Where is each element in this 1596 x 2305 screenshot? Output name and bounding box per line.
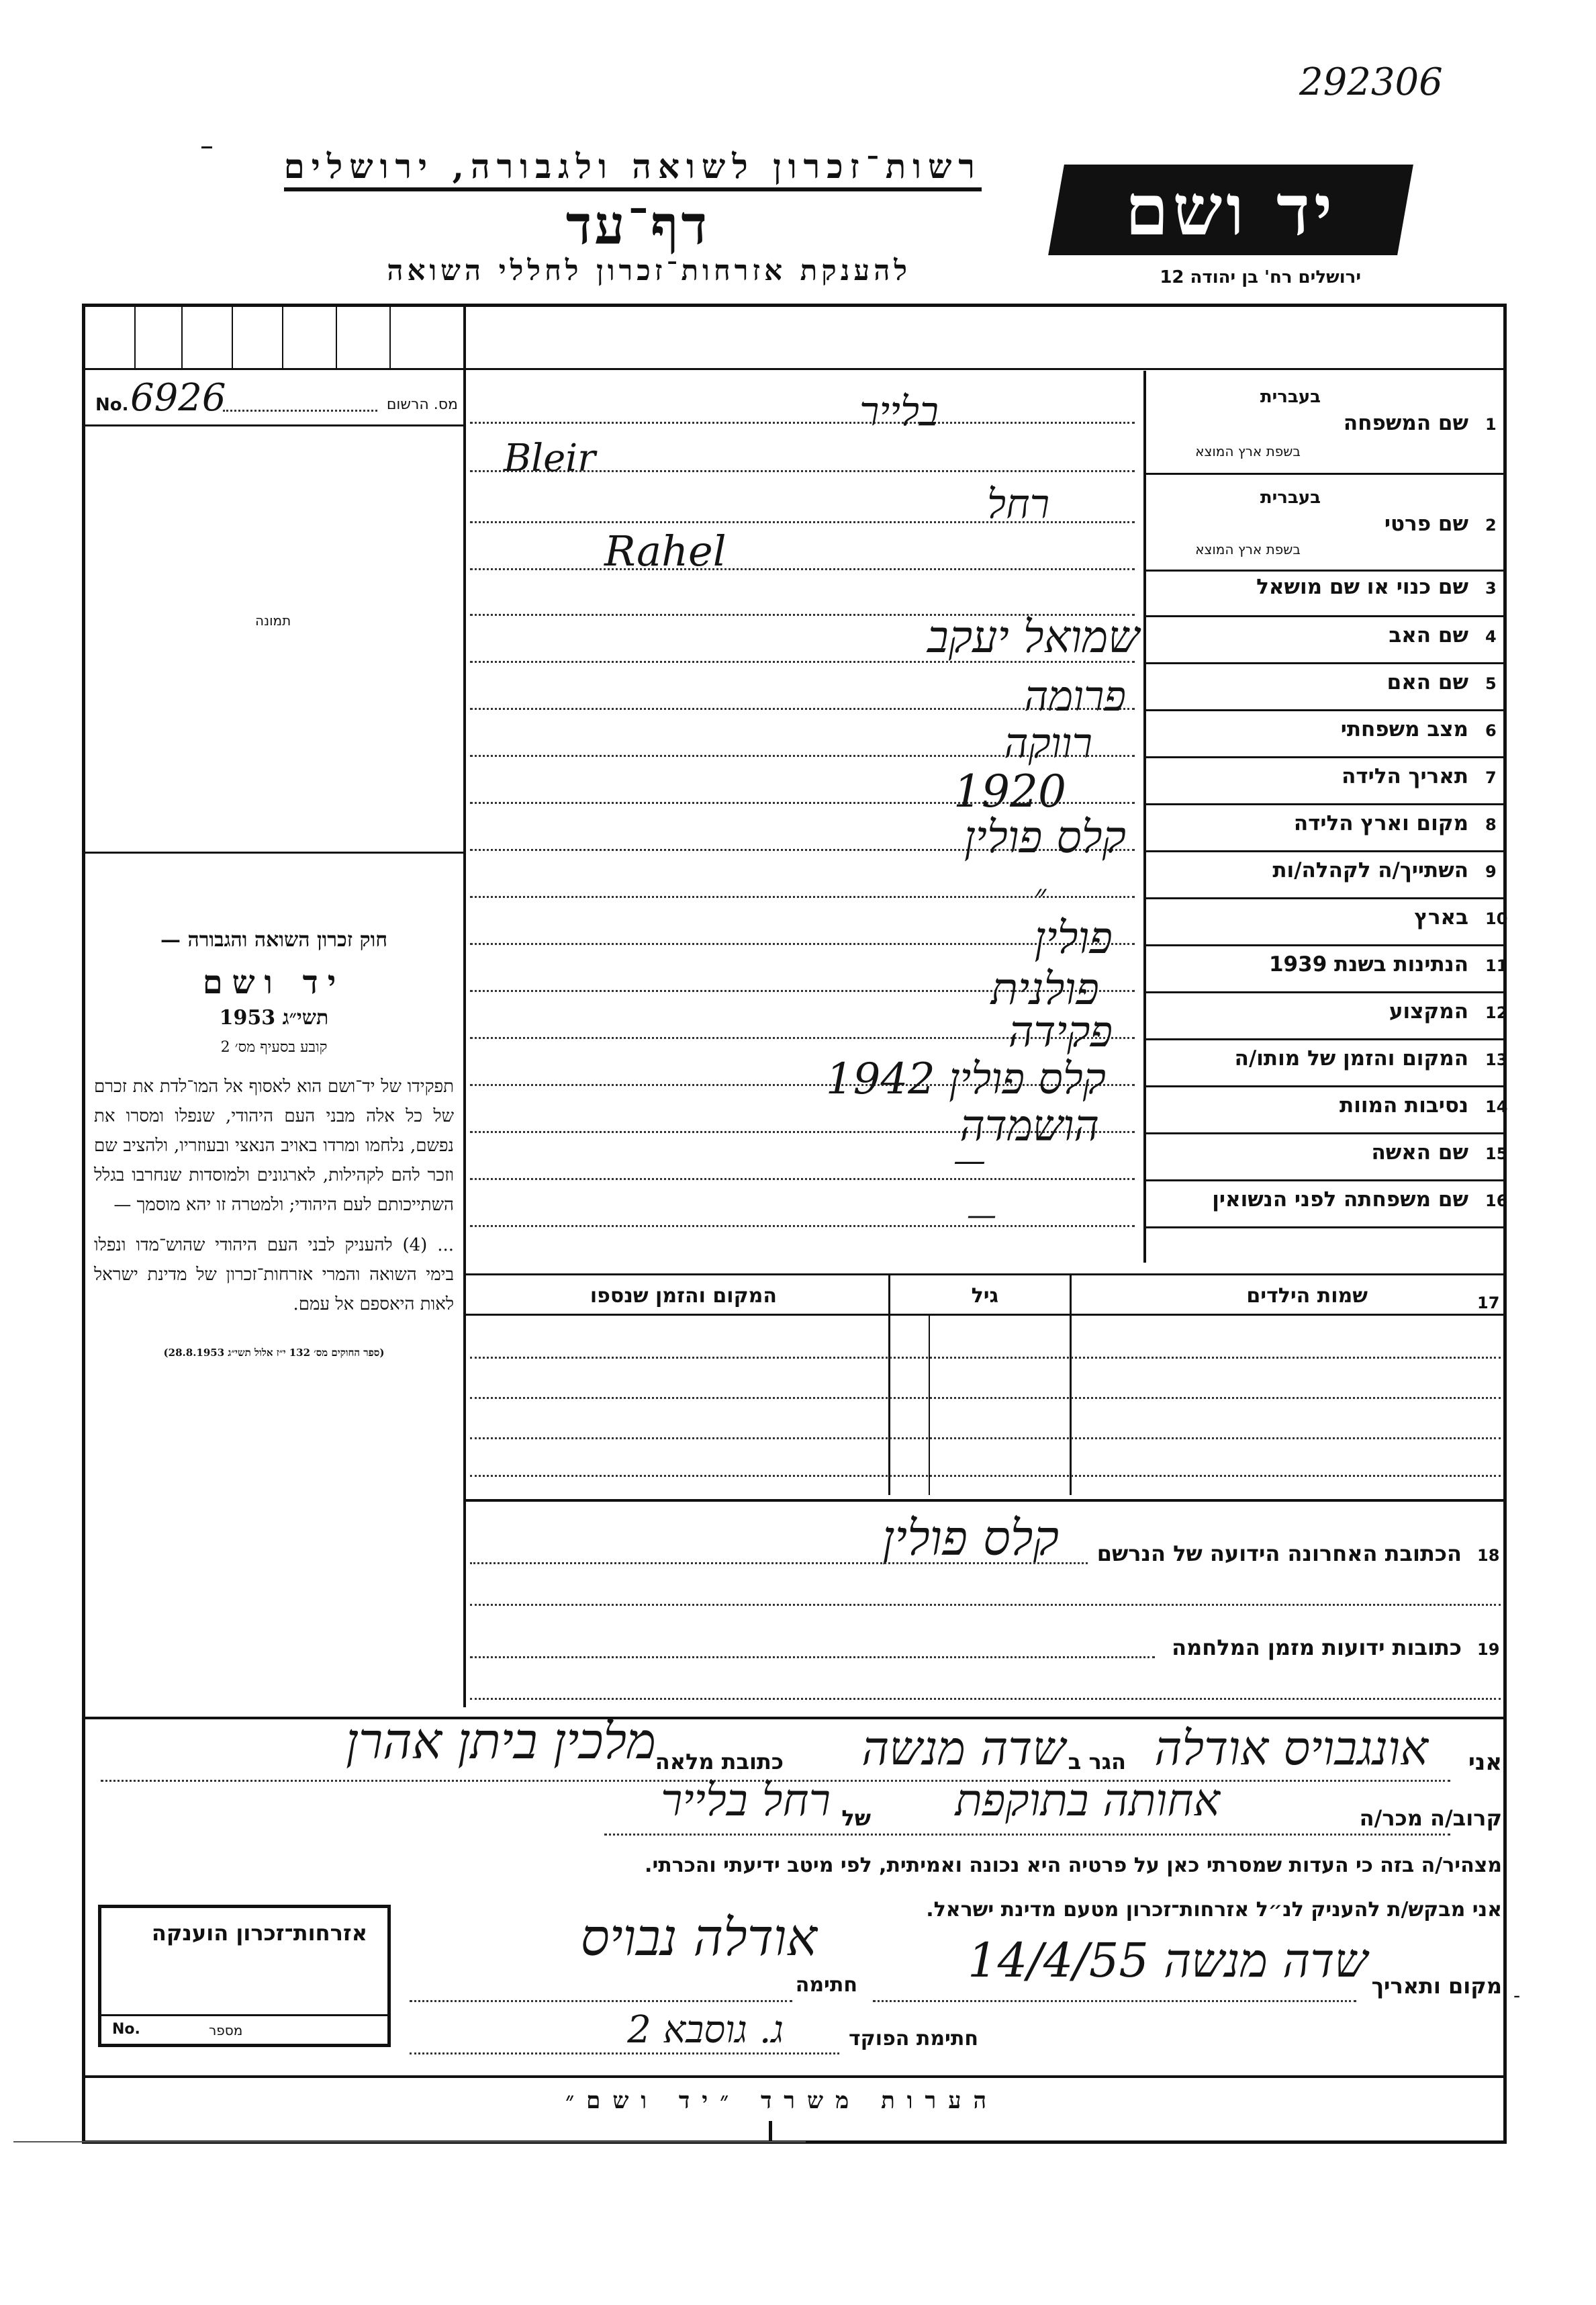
field-9-label: השתייך/ה לקהלה/ות — [1272, 858, 1468, 883]
band-box-5 — [336, 304, 337, 368]
field-6-label: מצב משפחתי — [1340, 717, 1468, 741]
title-tick — [201, 146, 212, 154]
field-2-sub-foreign: בשפת ארץ המוצא — [1195, 541, 1301, 557]
declaration-address-value: מלכין ביתן אהרן — [346, 1713, 656, 1770]
field-2-value-hebrew: רחל — [987, 481, 1050, 528]
field-12-value: פקידה — [1008, 1007, 1113, 1057]
children-col-divider-2 — [1070, 1273, 1072, 1495]
declaration-officer-label: חתימת הפוקד — [849, 2027, 978, 2050]
declaration-ani: אני — [1468, 1749, 1502, 1776]
field-9-value: ״ — [1034, 877, 1047, 915]
declaration-signature-value: אודלה נבויס — [580, 1907, 817, 1967]
field-1-value-hebrew: בלייר — [859, 388, 939, 435]
citizenship-box-title: אזרחות־זכרון הוענקה — [151, 1920, 367, 1946]
children-header-names: שמות הילדים — [1246, 1284, 1368, 1308]
field-18-number: 18 — [1477, 1546, 1500, 1565]
children-bottom-line — [466, 1499, 1507, 1502]
children-dots-1 — [470, 1357, 1501, 1359]
field-18-dots-2 — [470, 1604, 1501, 1606]
band-box-6 — [389, 304, 391, 368]
officer-dots — [410, 2052, 839, 2054]
field-15-label: שם האשה — [1371, 1140, 1468, 1165]
row-sep-5 — [1143, 709, 1507, 711]
field-11-label: הנתינות בשנת 1939 — [1268, 952, 1468, 977]
law-section: קובע בסעיף מס׳ 2 — [220, 1039, 328, 1056]
registry-no-label: No. — [95, 395, 129, 415]
field-7-value: 1920 — [953, 766, 1066, 817]
law-title: חוק זכרון השואה והגבורה — — [160, 928, 387, 952]
field-1-sub-foreign: בשפת ארץ המוצא — [1195, 443, 1301, 459]
declaration-of-label: של — [841, 1805, 871, 1831]
place-date-dots — [873, 2000, 1356, 2002]
row-sep-15 — [1143, 1179, 1507, 1181]
row-sep-7 — [1143, 803, 1507, 805]
field-10-value: פולין — [1034, 912, 1113, 964]
registry-line — [82, 424, 465, 426]
registry-row — [95, 376, 458, 422]
field-8-label: מקום וארץ הלידה — [1293, 811, 1468, 835]
field-11-number: 11 — [1485, 956, 1508, 975]
band-box-2 — [181, 304, 183, 368]
children-header-place: המקום והזמן שנספו — [590, 1284, 777, 1308]
declaration-lives-label: הגר ב — [1068, 1749, 1126, 1774]
field-9-number: 9 — [1485, 862, 1497, 881]
form-name: דף־עד — [565, 193, 710, 257]
law-text: תפקידו של יד־ושם הוא לאסוף אל המו־לדת את זכרם של כל אלה מבני העם היהודי, שנפלו ומסרו את נפשם, נלחמו ומרדו באויב הנאצי ובעוזריו, ולהציב שם וזכר להם לקהילות, לארגונים ולמוסדות שנחרבו בגלל השתייכותם לעם היהודי; ולמטרה זו יהא מוסמך — — [94, 1077, 454, 1215]
band-box-1 — [134, 304, 136, 368]
row-sep-12 — [1143, 1038, 1507, 1040]
law-block — [94, 925, 454, 1361]
registry-number: 6926 — [130, 376, 226, 420]
left-column-divider — [463, 304, 466, 1707]
field-1-sub-hebrew: בעברית — [1260, 387, 1321, 407]
field-13-value: קלס פולין 1942 — [825, 1054, 1106, 1104]
law-footnote: (ספר החוקים מס׳ 132 י״ז אלול תשי״ג 28.8.1953) — [163, 1347, 385, 1359]
field-19-dots-1 — [470, 1656, 1155, 1658]
field-6-value: רווקה — [1004, 719, 1092, 768]
logo-text: יד ושם — [1125, 169, 1337, 251]
field-17-number: 17 — [1477, 1294, 1500, 1312]
declaration-statement-2: אני מבקש/ת להעניק לנ״ל אזרחות־זכרון מטעם מדינת ישראל. — [926, 1898, 1502, 1922]
declaration-lives-value: שדה מנשה — [861, 1721, 1066, 1776]
field-16-number: 16 — [1485, 1191, 1508, 1210]
field-8-number: 8 — [1485, 815, 1497, 834]
children-dots-2 — [470, 1397, 1501, 1399]
declaration-place-date-label: מקום ותאריך — [1371, 1973, 1502, 1999]
field-2-sub-hebrew: בעברית — [1260, 488, 1321, 508]
field-2-number: 2 — [1485, 516, 1497, 535]
band-box-4 — [282, 304, 283, 368]
field-2-value-foreign: Rahel — [604, 527, 726, 576]
declaration-place-date-value: שדה מנשה 14/4/55 — [968, 1933, 1368, 1988]
bottom-tick — [769, 2121, 772, 2144]
field-1-number: 1 — [1485, 415, 1497, 434]
field-12-label: המקצוע — [1389, 999, 1468, 1024]
field-5-value: פרומה — [1024, 672, 1126, 721]
row-sep-16 — [1143, 1226, 1507, 1228]
row-sep-4 — [1143, 662, 1507, 664]
field-19-label: כתובות ידועות מזמן המלחמה — [1172, 1635, 1462, 1660]
dots-2b — [470, 568, 1135, 570]
field-1-label: שם המשפחה — [1343, 411, 1468, 435]
field-6-number: 6 — [1485, 721, 1497, 740]
dots-15 — [470, 1178, 1135, 1180]
declaration-top-line — [82, 1717, 1507, 1719]
yad-vashem-logo — [1048, 165, 1413, 255]
margin-dash: - — [1513, 1984, 1521, 2007]
label-column-divider — [1143, 371, 1146, 1263]
registry-dots — [223, 410, 377, 412]
form-purpose: להענקת אזרחות־זכרון לחללי השואה — [387, 254, 911, 287]
declaration-relative-value: אחותה בתוקפת — [955, 1774, 1220, 1826]
citizenship-box-no: No. — [112, 2021, 140, 2038]
field-16-label: שם משפחתה לפני הנשואין — [1212, 1187, 1468, 1212]
declaration-officer-value: ג. גוסבא 2 — [627, 2008, 784, 2052]
authority-address: ירושלים רח' בן יהודה 12 — [1160, 267, 1361, 287]
field-10-number: 10 — [1485, 909, 1508, 928]
band-box-3 — [232, 304, 233, 368]
field-8-value: קלס פולין — [964, 811, 1126, 863]
children-header-line — [466, 1314, 1507, 1316]
row-sep-3 — [1143, 615, 1507, 617]
photo-label: תמונה — [255, 613, 291, 629]
field-4-label: שם האב — [1389, 623, 1468, 647]
children-col-divider-1 — [888, 1273, 890, 1495]
field-4-number: 4 — [1485, 627, 1497, 646]
field-2-label: שם פרטי — [1384, 512, 1468, 536]
row-sep-11 — [1143, 991, 1507, 993]
scan-edge-line — [13, 2141, 806, 2142]
row-sep-10 — [1143, 944, 1507, 946]
office-notes-line — [82, 2075, 1507, 2078]
band-line — [82, 368, 1507, 370]
declaration-of-value: רחל בלייר — [660, 1774, 831, 1826]
row-sep-2 — [1143, 570, 1507, 572]
children-header-age: גיל — [971, 1284, 998, 1308]
photo-bottom-line — [82, 852, 465, 854]
signature-dots — [410, 2000, 792, 2002]
field-3-number: 3 — [1485, 579, 1497, 598]
field-11-value: פולנית — [990, 963, 1099, 1015]
row-sep-1 — [1143, 473, 1507, 475]
field-19-dots-2 — [470, 1698, 1501, 1700]
law-year: תשי״ג 1953 — [219, 1006, 329, 1030]
field-12-number: 12 — [1485, 1003, 1508, 1022]
children-col-divider-3 — [929, 1314, 930, 1495]
row-sep-6 — [1143, 756, 1507, 758]
law-name: יד ושם — [202, 964, 346, 1001]
field-15-value: — — [953, 1142, 986, 1179]
field-14-number: 14 — [1485, 1097, 1508, 1116]
authority-title: רשות־זכרון לשואה ולגבורה, ירושלים — [284, 146, 982, 191]
field-14-value: הושמדה — [959, 1101, 1099, 1151]
row-sep-14 — [1143, 1132, 1507, 1134]
children-dots-3 — [470, 1437, 1501, 1439]
declaration-statement-1: מצהיר/ה בזה כי העדות שמסרתי כאן על פרטיה היא נכונה ואמיתית, לפי מיטב ידיעתי והכרתי. — [645, 1854, 1502, 1877]
field-15-number: 15 — [1485, 1144, 1508, 1163]
citizenship-box-number-label: מספר — [209, 2022, 243, 2038]
declaration-signature-label: חתימה — [795, 1973, 857, 1997]
row-sep-9 — [1143, 897, 1507, 899]
field-18-value: קלס פולין — [882, 1510, 1059, 1566]
dots-16 — [470, 1225, 1135, 1227]
declaration-dots-2 — [604, 1834, 1450, 1836]
office-notes-label: הערות משרד ״יד ושם״ — [565, 2087, 998, 2114]
declaration-name: אונגבויס אודלה — [1154, 1721, 1428, 1776]
field-5-number: 5 — [1485, 674, 1497, 693]
row-sep-8 — [1143, 850, 1507, 852]
row-sep-13 — [1143, 1085, 1507, 1087]
field-13-label: המקום והזמן של מותו/ה — [1234, 1046, 1468, 1071]
field-19-number: 19 — [1477, 1640, 1500, 1659]
declaration-relative-label: קרוב/ה מכר/ה — [1359, 1805, 1502, 1831]
field-1-value-foreign: Bleir — [504, 437, 596, 480]
field-16-value: — — [967, 1198, 996, 1232]
children-dots-4 — [470, 1475, 1501, 1477]
field-7-label: תאריך הלידה — [1342, 764, 1468, 788]
field-18-label: הכתובת האחרונה הידועה של הנרשם — [1096, 1541, 1462, 1566]
citizenship-box — [98, 1905, 391, 2047]
field-18-dots-1 — [470, 1562, 1088, 1564]
field-14-label: נסיבות המוות — [1340, 1093, 1468, 1118]
registry-label: מס. הרשום — [386, 396, 458, 413]
field-3-label: שם כנוי או שם מושאל — [1256, 575, 1468, 599]
field-7-number: 7 — [1485, 768, 1497, 787]
field-5-label: שם האם — [1387, 670, 1468, 694]
dots-1a — [470, 422, 1135, 424]
law-clause: ... (4) להעניק לבני העם היהודי שהוש־מדו ונפלו בימי השואה והמרי אזרחות־זכרון של מדינת ישראל לאות היאספם אל עמם. — [94, 1235, 454, 1314]
field-10-label: בארץ — [1414, 905, 1468, 930]
row-sep-17 — [466, 1273, 1507, 1275]
declaration-address-label: כתובת מלאה — [655, 1749, 784, 1774]
citizenship-box-line — [101, 2014, 387, 2016]
field-13-number: 13 — [1485, 1050, 1508, 1069]
file-number: 292306 — [1299, 60, 1443, 104]
field-4-value: שמואל יעקב — [927, 611, 1139, 663]
